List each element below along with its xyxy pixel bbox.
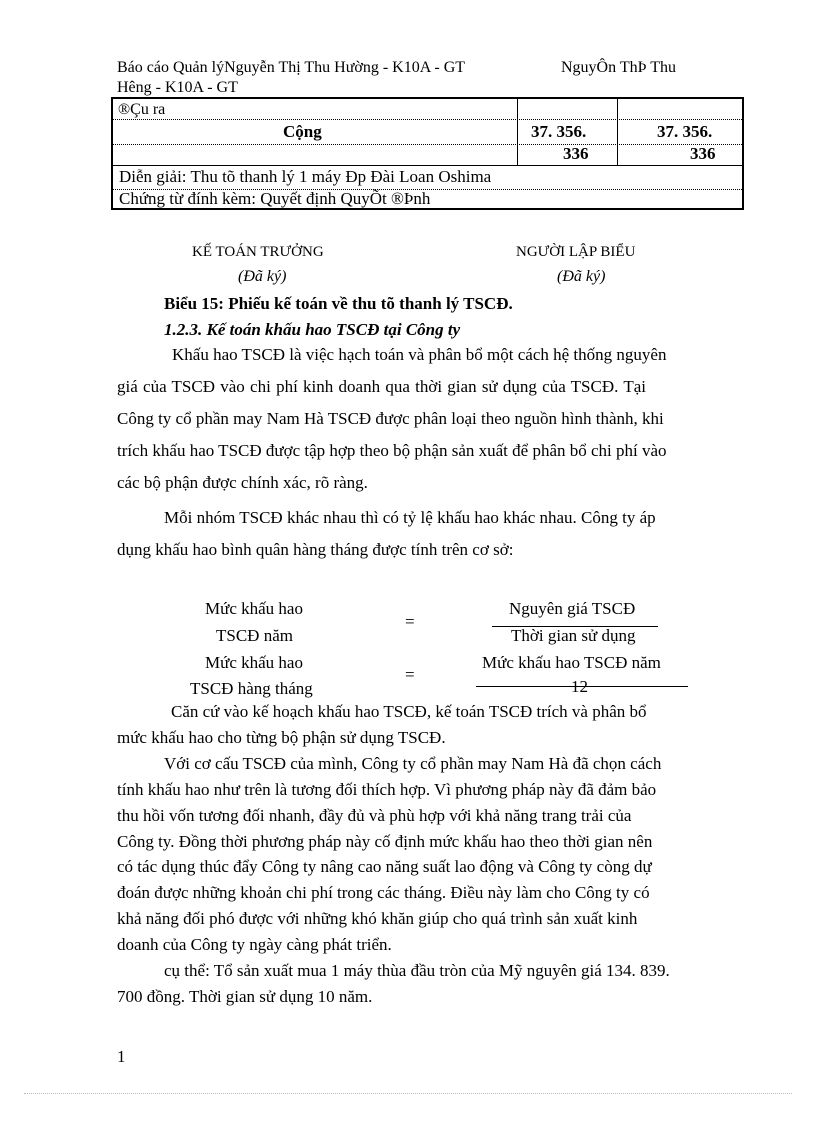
- para4-line8: doanh của Công ty ngày càng phát triển.: [117, 935, 392, 954]
- para4-line4: Công ty. Đồng thời phương pháp này cố định mức khấu hao theo thời gian nên: [117, 832, 653, 851]
- para5-line2: 700 đồng. Thời gian sử dụng 10 năm.: [117, 987, 373, 1006]
- page-bottom-border: [24, 1093, 792, 1094]
- attached-text: Chứng từ đính kèm: Quyết định QuyÕt ®Þnh: [119, 189, 431, 208]
- signature-left-sub: (Đã ký): [238, 268, 287, 285]
- signature-left-title: KẾ TOÁN TRƯỞNG: [192, 244, 324, 260]
- header-right: NguyÔn ThÞ Thu: [561, 59, 676, 76]
- formula2-numerator: Mức khấu hao TSCĐ năm: [482, 653, 661, 672]
- formula1-denominator: Thời gian sử dụng: [511, 626, 636, 645]
- para4-line6: đoán được những khoản chi phí trong các tháng. Điều này làm cho Công ty có: [117, 883, 650, 902]
- para4-line7: khả năng đối phó được với những khó khăn giúp cho quá trình sản xuất kinh: [117, 909, 638, 928]
- col-divider-2: [617, 99, 618, 165]
- row-divider-2: [113, 144, 742, 145]
- para1-line4: trích khấu hao TSCĐ được tập hợp theo bộ phận sản xuất để phân bổ chi phí vào: [117, 441, 667, 460]
- section-heading: 1.2.3. Kế toán khấu hao TSCĐ tại Công ty: [164, 320, 461, 339]
- formula1-left-line1: Mức khấu hao: [205, 599, 303, 618]
- page-number: 1: [117, 1047, 126, 1066]
- figure-caption: Biểu 15: Phiếu kế toán về thu tõ thanh lý TSCĐ.: [164, 294, 513, 313]
- para1-line2: giá của TSCĐ vào chi phí kinh doanh qua thời gian sử dụng của TSCĐ. Tại: [117, 377, 646, 396]
- explain-text: Diễn giải: Thu tõ thanh lý 1 máy Ðp Đài Loan Oshima: [119, 167, 492, 186]
- row-divider-3: [113, 165, 742, 166]
- formula1-numerator: Nguyên giá TSCĐ: [509, 599, 636, 618]
- header-line2: Hêng - K10A - GT: [117, 79, 238, 96]
- para2-line2: dụng khấu hao bình quân hàng tháng được tính trên cơ sở:: [117, 540, 514, 559]
- header-left: Báo cáo Quản lýNguyễn Thị Thu Hường - K10A - GT: [117, 59, 466, 76]
- signature-right-sub: (Đã ký): [557, 268, 606, 285]
- para2-line1: Mỗi nhóm TSCĐ khác nhau thì có tỷ lệ khấu hao khác nhau. Công ty áp: [164, 508, 656, 527]
- para4-line5: có tác dụng thúc đẩy Công ty nâng cao năng suất lao động và Công ty còng dự: [117, 857, 652, 876]
- total-col1-line2: 336: [563, 144, 589, 163]
- para4-line2: tính khấu hao như trên là tương đối thích hợp. Vì phương pháp này đã đảm bảo: [117, 780, 657, 799]
- total-label: Cộng: [283, 122, 322, 141]
- formula1-left-line2: TSCĐ năm: [216, 626, 293, 645]
- row0-label: ®Çu ra: [118, 101, 166, 118]
- total-col2-line1: 37. 356.: [657, 122, 713, 141]
- row-divider-1: [113, 119, 742, 120]
- signature-right-title: NGƯỜI LẬP BIỂU: [516, 244, 636, 260]
- para5-line1: cụ thể: Tổ sản xuất mua 1 máy thùa đầu tròn của Mỹ nguyên giá 134. 839.: [164, 961, 670, 980]
- para1-line3: Công ty cổ phần may Nam Hà TSCĐ được phân loại theo nguồn hình thành, khi: [117, 409, 664, 428]
- para3-line1: Căn cứ vào kế hoạch khấu hao TSCĐ, kế toán TSCĐ trích và phân bổ: [171, 702, 647, 721]
- total-col2-line2: 336: [690, 144, 716, 163]
- para1-line1: Khấu hao TSCĐ là việc hạch toán và phân bổ một cách hệ thống nguyên: [172, 345, 667, 364]
- para4-line3: thu hồi vốn tương đối nhanh, đầy đủ và phù hợp với khả năng trang trải của: [117, 806, 632, 825]
- voucher-table: [111, 97, 744, 210]
- formula2-left-line1: Mức khấu hao: [205, 653, 303, 672]
- formula2-equals: =: [405, 665, 415, 684]
- col-divider-1: [517, 99, 518, 165]
- total-col1-line1: 37. 356.: [531, 122, 587, 141]
- formula1-equals: =: [405, 612, 415, 631]
- formula2-denominator: 12: [571, 677, 588, 696]
- para1-line5: các bộ phận được chính xác, rõ ràng.: [117, 473, 368, 492]
- para4-line1: Với cơ cấu TSCĐ của mình, Công ty cổ phần may Nam Hà đã chọn cách: [164, 754, 662, 773]
- para3-line2: mức khấu hao cho từng bộ phận sử dụng TSCĐ.: [117, 728, 446, 747]
- formula2-left-line2: TSCĐ hàng tháng: [190, 679, 313, 698]
